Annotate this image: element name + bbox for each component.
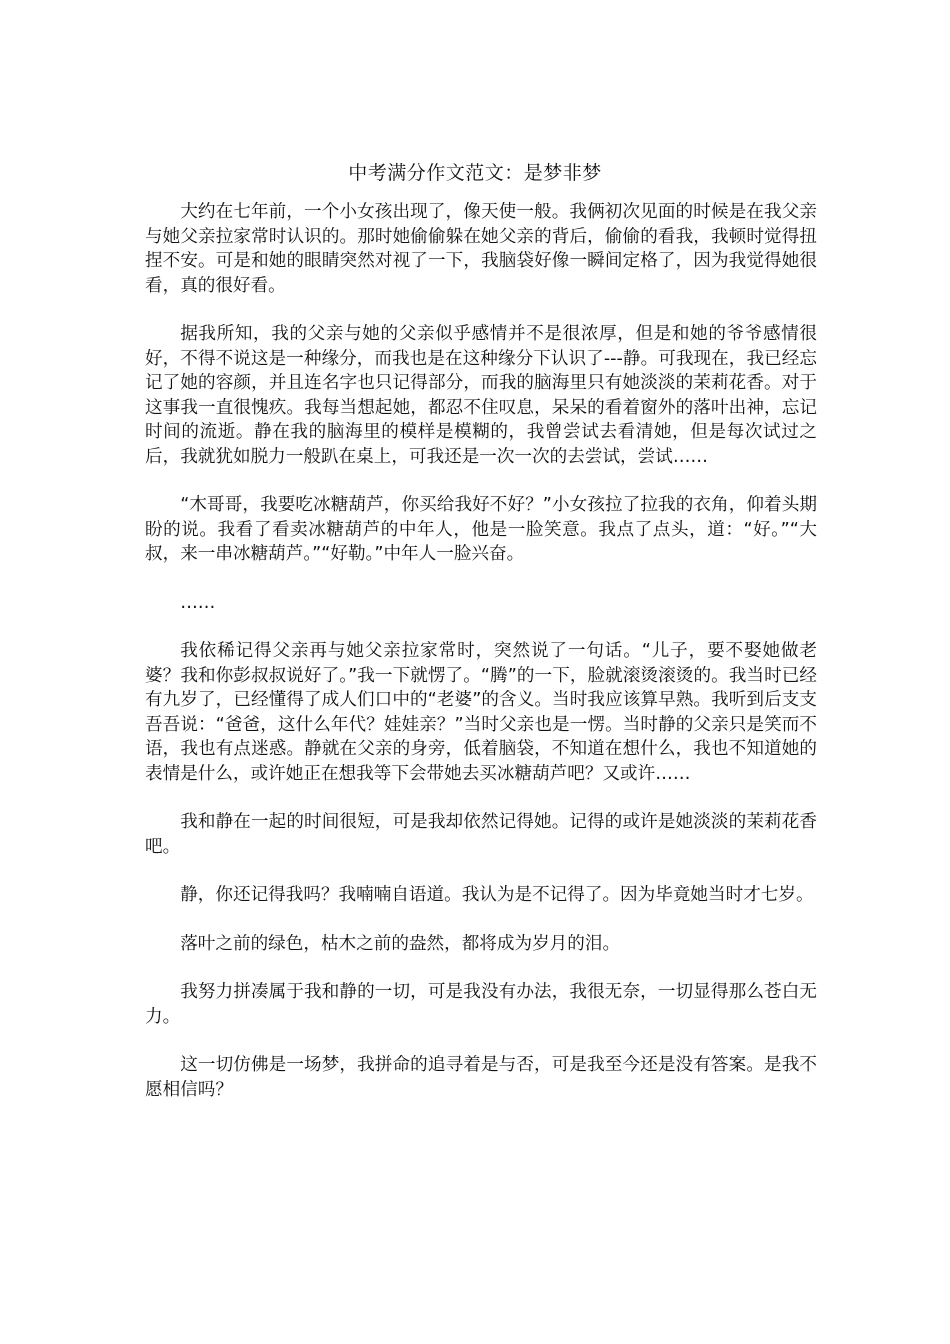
paragraph-7: 静，你还记得我吗？我喃喃自语道。我认为是不记得了。因为毕竟她当时才七岁。 <box>180 885 814 905</box>
paragraph-9: 我努力拼凑属于我和静的一切，可是我没有办法，我很无奈，一切显得那么苍白无力。 <box>145 982 817 1027</box>
article-body <box>145 200 817 1126</box>
paragraph-6: 我和静在一起的时间很短，可是我却依然记得她。记得的或许是她淡淡的茉莉花香吧。 <box>145 812 817 857</box>
paragraph-5: 我依稀记得父亲再与她父亲拉家常时，突然说了一句话。“儿子，要不娶她做老婆？我和你彭叔叔说好了。”我一下就愣了。“腾”的一下，脸就滚烫滚烫的。我当时已经有九岁了，已经懂得了成人们口中的“老婆”的含义。当时我应该算早熟。我听到后支支吾吾说：“爸爸，这什么年代？娃娃亲？”当时父亲也是一愣。当时静的父亲只是笑而不语，我也有点迷惑。静就在父亲的身旁，低着脑袋，不知道在想什么，我也不知道她的表情是什么，或许她正在想我等下会带她去买冰糖葫芦吧？又或许…… <box>145 641 817 784</box>
paragraph-10: 这一切仿佛是一场梦，我拼命的追寻着是与否，可是我至今还是没有答案。是我不愿相信吗？ <box>145 1055 817 1100</box>
paragraph-8: 落叶之前的绿色，枯木之前的盎然，都将成为岁月的泪。 <box>180 933 621 954</box>
paragraph-3: “木哥哥，我要吃冰糖葫芦，你买给我好不好？”小女孩拉了拉我的衣角，仰着头期盼的说。我看了看卖冰糖葫芦的中年人，他是一脸笑意。我点了点头，道：“好。”“大叔，来一串冰糖葫芦。”“好勒。”中年人一脸兴奋。 <box>145 495 817 564</box>
page-title: 中考满分作文范文：是梦非梦 <box>348 162 602 184</box>
paragraph-2: 据我所知，我的父亲与她的父亲似乎感情并不是很浓厚，但是和她的爷爷感情很好，不得不说这是一种缘分，而我也是在这种缘分下认识了---静。可我现在，我已经忘记了她的容颜，并且连名字也只记得部分，而我的脑海里只有她淡淡的茉莉花香。对于这事我一直很愧疚。我每当想起她，都忍不住叹息，呆呆的看着窗外的落叶出神，忘记时间的流逝。静在我的脑海里的模样是模糊的，我曾尝试去看清她，但是每次试过之后，我就犹如脱力一般趴在桌上，可我还是一次一次的去尝试，尝试…… <box>145 324 817 467</box>
paragraph-ellipsis: …… <box>180 592 216 613</box>
paragraph-1: 大约在七年前，一个小女孩出现了，像天使一般。我俩初次见面的时候是在我父亲与她父亲拉家常时认识的。那时她偷偷躲在她父亲的背后，偷偷的看我，我顿时觉得扭捏不安。可是和她的眼睛突然对视了一下，我脑袋好像一瞬间定格了，因为我觉得她很看，真的很好看。 <box>145 202 817 296</box>
